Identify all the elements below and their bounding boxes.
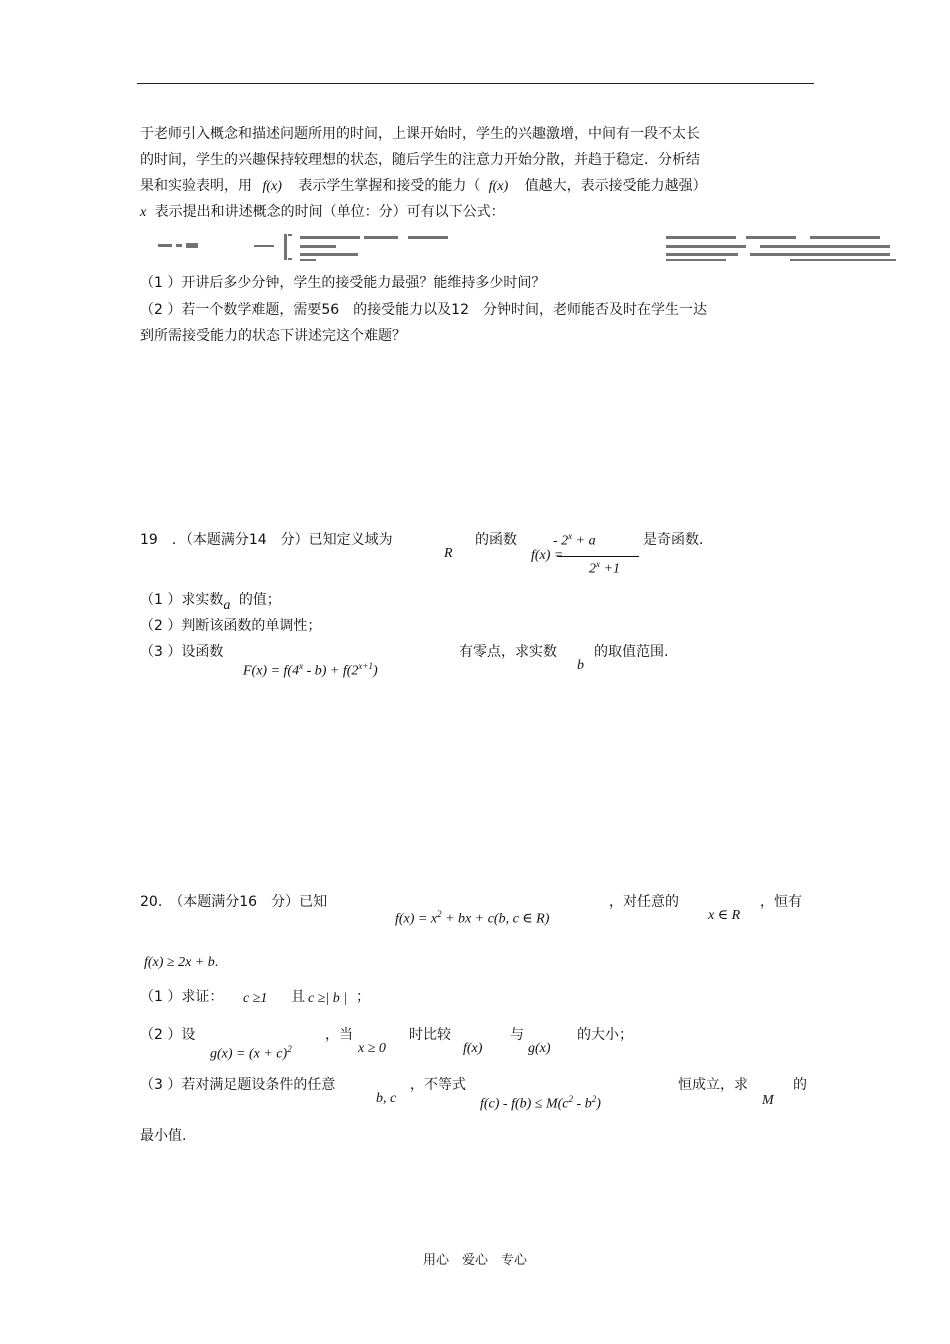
sub-question-1: （1 ）求证： — [140, 989, 224, 1005]
math-gx: $g(x) = (x + c)^2$ — [210, 1044, 292, 1062]
math-inequality-M: $f(c) - f(b) \le M(c^2 - b^2)$ — [480, 1094, 601, 1112]
problem-20-head: 20. （本题满分16 分）已知 — [140, 894, 328, 910]
text-span: ，当 — [325, 1027, 353, 1043]
text-line: 最小值. — [140, 1128, 187, 1144]
text-span: ，对任意的 — [609, 894, 679, 910]
text-span: ，不等式 — [410, 1077, 466, 1093]
text-span: ； — [356, 989, 370, 1005]
math-x-ge-0: x ≥ 0 — [358, 1041, 386, 1056]
text-line: x 表示提出和讲述概念的时间（单位：分）可有以下公式： — [140, 204, 505, 220]
math-inequality: f(x) ≥ 2x + b. — [144, 955, 219, 970]
math-x-in-R: x ∈ R — [708, 908, 741, 923]
math-fx: f(x) — [262, 179, 282, 194]
sub-question-3: （3 ）设函数 — [140, 644, 224, 660]
problem-19-head: 19 ．（本题满分14 分）已知定义域为 — [140, 532, 393, 548]
math-fx-equals: f(x) = — [531, 548, 564, 563]
sub-question-2: （2 ）设 — [140, 1027, 196, 1043]
math-fx-def: $f(x) = x^2$ + bx + c(b, c ∈ R) — [395, 909, 550, 927]
text-line: 的时间，学生的兴趣保持较理想的状态，随后学生的注意力开始分散，并趋于稳定．分析结 — [140, 152, 700, 168]
math-gx-short: g(x) — [528, 1041, 551, 1056]
math-b-c: b, c — [376, 1091, 397, 1106]
fraction-bar — [557, 556, 639, 557]
text-span: 是奇函数． — [643, 532, 713, 548]
piecewise-formula-image — [150, 232, 900, 262]
text-span: 恒成立，求 — [678, 1077, 748, 1093]
math-M: M — [762, 1093, 774, 1108]
math-c-ge-1: c ≥1 — [243, 991, 268, 1006]
question-2-cont: 到所需接受能力的状态下讲述完这个难题？ — [140, 328, 406, 344]
math-R: R — [444, 546, 453, 561]
text-span: 的函数 — [475, 532, 517, 548]
sub-question-2: （2 ）判断该函数的单调性； — [140, 618, 322, 634]
text-span: 时比较 — [409, 1027, 451, 1043]
sub-question-3: （3 ）若对满足题设条件的任意 — [140, 1077, 336, 1093]
math-fx: f(x) — [463, 1041, 483, 1056]
text-span: 的大小； — [577, 1027, 633, 1043]
text-line: 果和实验表明，用 f(x) 表示学生掌握和接受的能力（ f(x) 值越大，表示接受能力越强） — [140, 178, 707, 194]
sub-question-1: （1 ）求实数a 的值； — [140, 592, 281, 613]
text-span: ，恒有 — [760, 894, 802, 910]
text-span: 且 — [291, 989, 305, 1005]
question-1: （1 ）开讲后多少分钟，学生的接受能力最强？能维持多少时间？ — [140, 275, 546, 291]
fraction — [531, 531, 641, 581]
math-fx: f(x) — [488, 179, 509, 194]
fraction-denominator: $2^x +1$ — [589, 559, 620, 577]
text-span: 的取值范围. — [594, 644, 669, 660]
math-c-ge-abs-b: c ≥| b | — [308, 991, 348, 1006]
math-Fx: $F(x) = f(4^x - b) + f(2^{x+1})$ — [243, 661, 378, 679]
fraction-numerator: - $2^x + a$ — [553, 531, 596, 549]
text-line: 于老师引入概念和描述问题所用的时间，上课开始时，学生的兴趣激增，中间有一段不太长 — [140, 126, 700, 142]
header-rule — [137, 83, 814, 84]
math-x: x — [140, 205, 147, 220]
text-span: 与 — [510, 1027, 524, 1043]
page-footer: 用心 爱心 专心 — [422, 1253, 527, 1268]
math-b: b — [577, 658, 584, 673]
text-span: 有零点，求实数 — [459, 644, 557, 660]
question-2: （2 ）若一个数学难题，需要56 的接受能力以及12 分钟时间，老师能否及时在学生一达 — [140, 302, 707, 318]
text-span: 的 — [793, 1077, 807, 1093]
